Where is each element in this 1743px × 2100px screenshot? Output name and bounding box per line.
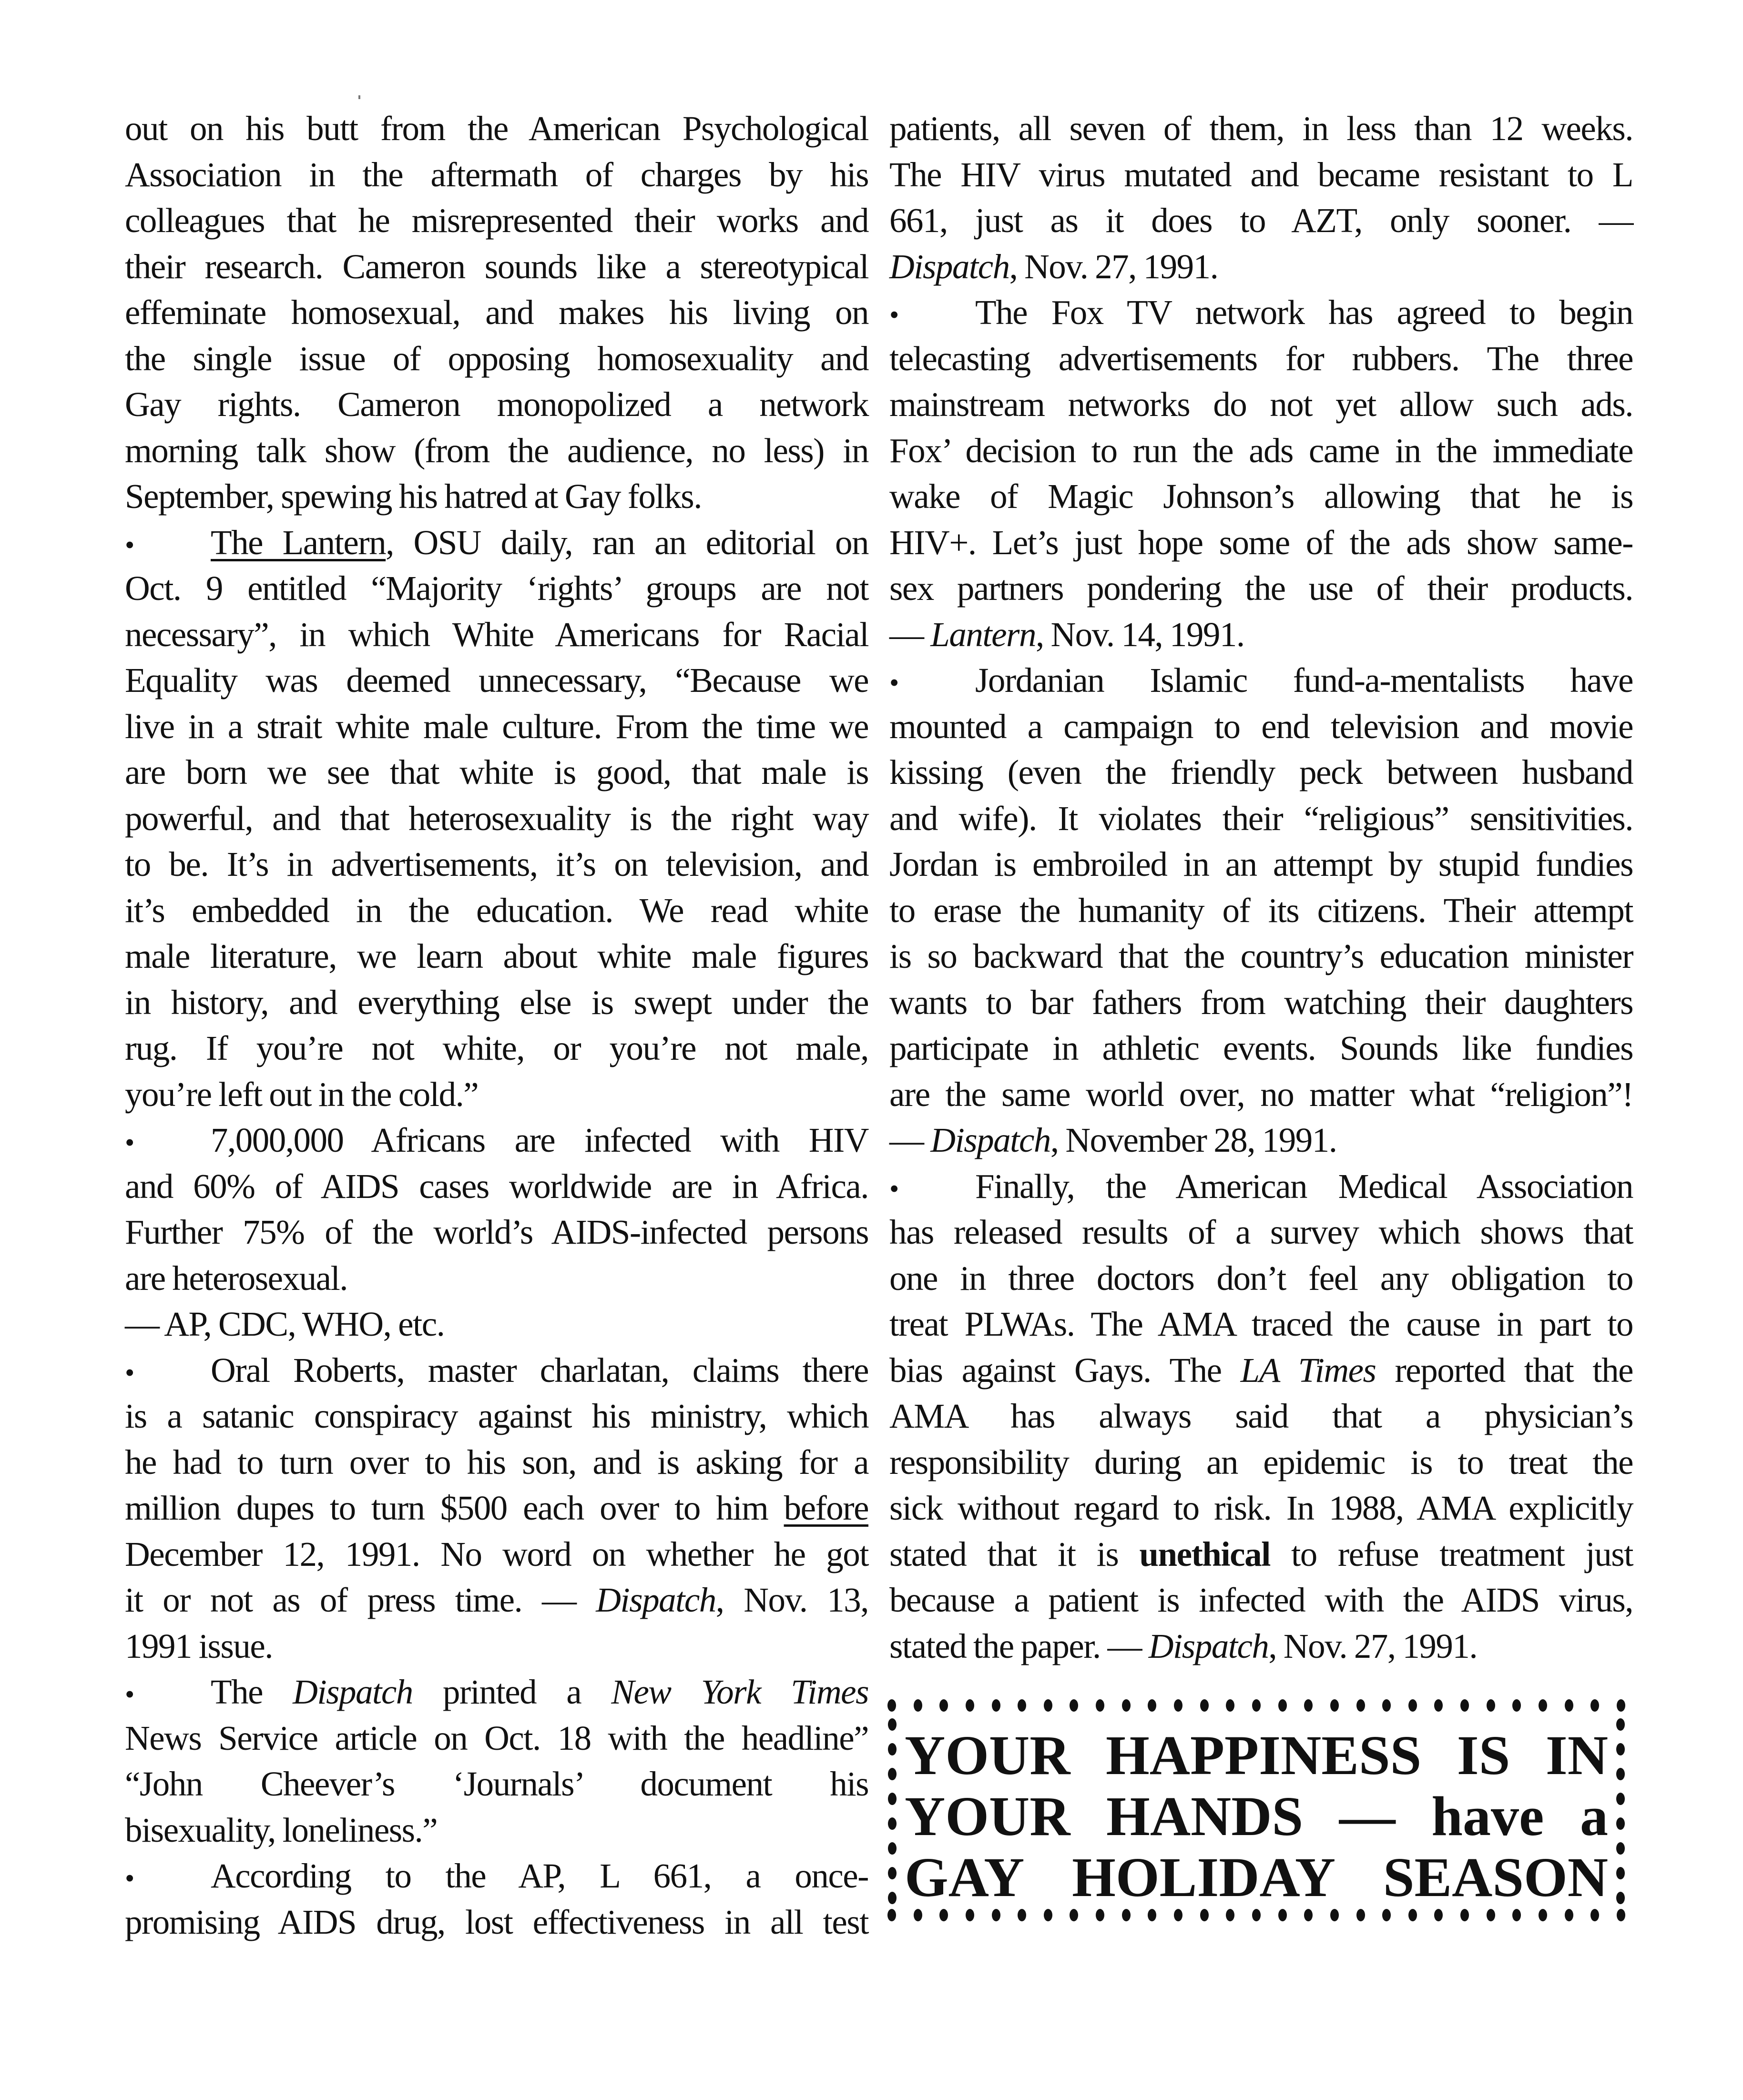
text-line: AMA has always said that a physician’s xyxy=(889,1397,1633,1435)
border-dot xyxy=(888,1718,897,1731)
text-line: Gay rights. Cameron monopolized a network xyxy=(125,385,868,424)
text-line: treat PLWAs. The AMA traced the cause in part to xyxy=(889,1305,1633,1343)
text-line: 661, just as it does to AZT, only sooner. — xyxy=(889,201,1633,240)
publication-new-york-times: New York Times xyxy=(611,1673,868,1711)
border-dot xyxy=(1200,1699,1209,1712)
border-dot xyxy=(1512,1909,1521,1921)
text-line: patients, all seven of them, in less than 12 weeks. xyxy=(889,109,1633,148)
text-line: he had to turn over to his son, and is asking for a xyxy=(125,1442,868,1481)
border-dot xyxy=(1018,1909,1026,1921)
bullet-icon: • xyxy=(889,1173,898,1204)
border-dot xyxy=(1148,1909,1156,1921)
border-dot xyxy=(1616,1793,1625,1805)
text-line: male literature, we learn about white male figures xyxy=(125,937,868,975)
text-line: their research. Cameron sounds like a stereotypical xyxy=(125,247,868,286)
text-fragment: Oral Roberts, master charlatan, claims there xyxy=(211,1350,868,1390)
text-line: The HIV virus mutated and became resistant to L xyxy=(889,155,1633,194)
border-dot xyxy=(939,1699,948,1712)
border-dot xyxy=(1616,1768,1625,1780)
text-line: kissing (even the friendly peck between husband xyxy=(889,753,1633,791)
border-dot xyxy=(1382,1909,1391,1921)
emphasis-unethical: unethical xyxy=(1139,1534,1270,1573)
text-fragment: million dupes to turn $500 each over to him xyxy=(125,1489,784,1527)
text-fragment: printed a xyxy=(412,1673,612,1711)
text-line: live in a strait white male culture. From the time we xyxy=(125,707,868,746)
emphasis-before: before xyxy=(784,1489,868,1527)
paragraph-cameron xyxy=(125,106,868,520)
border-dot xyxy=(888,1842,897,1855)
dotted-border-bottom xyxy=(887,1908,1625,1922)
bullet-line xyxy=(125,520,868,566)
border-dot xyxy=(887,1909,896,1921)
text-line: in history, and everything else is swept under the xyxy=(125,983,868,1022)
text-fragment: Finally, the American Medical Association xyxy=(975,1167,1633,1206)
text-fragment: bias against Gays. The xyxy=(889,1350,1241,1390)
text-fragment: , Nov. 13, xyxy=(715,1581,868,1619)
border-dot xyxy=(1330,1909,1339,1921)
border-dot xyxy=(1122,1699,1131,1712)
border-dot xyxy=(888,1743,897,1755)
bullet-icon: • xyxy=(889,667,898,698)
border-dot xyxy=(1096,1909,1104,1921)
text-line: effeminate homosexual, and makes his living on xyxy=(125,293,868,332)
border-dot xyxy=(1590,1699,1599,1712)
border-dot xyxy=(1539,1699,1547,1712)
text-line: powerful, and that heterosexuality is the right way xyxy=(125,799,868,838)
bullet-line xyxy=(889,290,1633,336)
border-dot xyxy=(914,1909,922,1921)
border-dot xyxy=(1617,1909,1625,1921)
text-line: wants to bar fathers from watching their daughters xyxy=(889,983,1633,1022)
text-fragment: Jordanian Islamic fund-a-mentalists have xyxy=(975,661,1633,700)
text-line: rug. If you’re not white, or you’re not male, xyxy=(125,1029,868,1067)
text-line: September, spewing his hatred at Gay folks. xyxy=(125,477,702,516)
source-line xyxy=(125,1577,868,1623)
text-line: the single issue of opposing homosexuality and xyxy=(125,339,868,378)
border-dot xyxy=(1278,1699,1287,1712)
border-dot xyxy=(1460,1909,1469,1921)
paragraph-ama xyxy=(889,1164,1633,1670)
border-dot xyxy=(1616,1892,1625,1904)
text-line: sex partners pondering the use of their products. xyxy=(889,569,1633,608)
stray-print-mark xyxy=(358,95,360,99)
border-dot xyxy=(1226,1909,1234,1921)
text-line: are the same world over, no matter what “religion”! xyxy=(889,1075,1633,1114)
border-dot xyxy=(1174,1909,1182,1921)
paragraph-l661 xyxy=(125,1853,868,1945)
border-dot xyxy=(966,1909,974,1921)
text-fragment: According to the AP, L 661, a once- xyxy=(211,1857,868,1895)
border-dot xyxy=(888,1867,897,1879)
text-line: promising AIDS drug, lost effectiveness in all test xyxy=(125,1902,868,1941)
text-fragment: — xyxy=(889,1121,931,1159)
publication-the-lantern: The Lantern xyxy=(211,523,386,562)
bullet-line xyxy=(125,1348,868,1394)
text-line: wake of Magic Johnson’s allowing that he is xyxy=(889,477,1633,516)
border-dot xyxy=(1487,1699,1495,1712)
text-fragment: , Nov. 27, 1991. xyxy=(1009,247,1218,286)
border-dot xyxy=(1070,1699,1078,1712)
bullet-line xyxy=(125,1853,868,1899)
text-line xyxy=(889,1348,1633,1394)
border-dot xyxy=(1304,1699,1313,1712)
border-dot xyxy=(1617,1699,1625,1712)
text-line: are born we see that white is good, that male is xyxy=(125,753,868,791)
publication-la-times: LA Times xyxy=(1240,1350,1376,1390)
bullet-icon: • xyxy=(125,1679,134,1710)
source-line xyxy=(889,1623,1633,1670)
text-line: is so backward that the country’s education minister xyxy=(889,937,1633,975)
publication-dispatch: Dispatch xyxy=(930,1121,1050,1159)
text-line: bisexuality, loneliness.” xyxy=(125,1810,438,1849)
border-dot xyxy=(888,1793,897,1805)
text-line: participate in athletic events. Sounds like fundies xyxy=(889,1029,1633,1067)
text-line: you’re left out in the cold.” xyxy=(125,1075,479,1114)
border-dot xyxy=(992,1909,1000,1921)
border-dot xyxy=(1018,1699,1026,1712)
holiday-greeting-box xyxy=(887,1685,1625,1942)
border-dot xyxy=(1616,1743,1625,1755)
text-fragment: reported that the xyxy=(1376,1350,1633,1390)
text-line: Fox’ decision to run the ads came in the immediate xyxy=(889,431,1633,470)
holiday-line: YOUR HAPPINESS IS IN xyxy=(905,1724,1608,1786)
paragraph-l661-continued xyxy=(889,106,1633,290)
dotted-border-top xyxy=(887,1698,1625,1713)
text-line: Oct. 9 entitled “Majority ‘rights’ groups are not xyxy=(125,569,868,608)
text-fragment: to refuse treatment just xyxy=(1270,1534,1633,1573)
text-line: has released results of a survey which shows that xyxy=(889,1213,1633,1251)
border-dot xyxy=(1434,1699,1443,1712)
paragraph-lantern-editorial xyxy=(125,520,868,1118)
text-line: to erase the humanity of its citizens. Their attempt xyxy=(889,891,1633,930)
text-line: telecasting advertisements for rubbers. The three xyxy=(889,339,1633,378)
bullet-icon: • xyxy=(889,299,898,330)
border-dot xyxy=(1252,1909,1261,1921)
text-line: because a patient is infected with the AIDS virus, xyxy=(889,1581,1633,1619)
holiday-message xyxy=(905,1725,1608,1908)
text-fragment: , Nov. 14, 1991. xyxy=(1035,615,1244,654)
source-line xyxy=(889,244,1633,290)
border-dot xyxy=(1616,1867,1625,1879)
bullet-line xyxy=(889,658,1633,704)
text-line: Equality was deemed unnecessary, “Because we xyxy=(125,661,868,700)
text-line: colleagues that he misrepresented their works and xyxy=(125,201,868,240)
holiday-line: GAY HOLIDAY SEASON xyxy=(905,1846,1608,1908)
text-line: mainstream networks do not yet allow such ads. xyxy=(889,385,1633,424)
border-dot xyxy=(1487,1909,1495,1921)
text-line: are heterosexual. xyxy=(125,1258,347,1298)
text-line: is a satanic conspiracy against his ministry, which xyxy=(125,1397,868,1435)
holiday-line: YOUR HANDS — have a xyxy=(905,1785,1608,1847)
text-fragment: it or not as of press time. — xyxy=(125,1581,596,1619)
text-line: Further 75% of the world’s AIDS-infected persons xyxy=(125,1213,868,1251)
bullet-line xyxy=(125,1669,868,1715)
border-dot xyxy=(1408,1699,1417,1712)
text-line: out on his butt from the American Psychological xyxy=(125,109,868,148)
bullet-icon: • xyxy=(125,1357,134,1388)
border-dot xyxy=(1616,1817,1625,1830)
border-dot xyxy=(1226,1699,1234,1712)
source-line xyxy=(889,1117,1633,1164)
text-line: and wife). It violates their “religious” sensitivities. xyxy=(889,799,1633,838)
border-dot xyxy=(1565,1699,1573,1712)
border-dot xyxy=(1252,1699,1261,1712)
text-fragment: , OSU daily, ran an editorial on xyxy=(386,523,868,562)
text-fragment: The Fox TV network has agreed to begin xyxy=(975,293,1633,332)
border-dot xyxy=(888,1892,897,1904)
border-dot xyxy=(914,1699,922,1712)
text-line: morning talk show (from the audience, no less) in xyxy=(125,431,868,470)
border-dot xyxy=(1304,1909,1313,1921)
publication-dispatch: Dispatch xyxy=(889,247,1009,286)
border-dot xyxy=(1044,1909,1052,1921)
bullet-icon: • xyxy=(125,529,134,560)
border-dot xyxy=(1616,1718,1625,1731)
border-dot xyxy=(1330,1699,1339,1712)
border-dot xyxy=(1200,1909,1209,1921)
text-line: December 12, 1991. No word on whether he got xyxy=(125,1534,868,1573)
text-fragment: stated that it is xyxy=(889,1534,1140,1573)
publication-dispatch: Dispatch xyxy=(596,1581,716,1619)
text-line: sick without regard to risk. In 1988, AMA explicitly xyxy=(889,1489,1633,1527)
border-dot xyxy=(1044,1699,1052,1712)
text-fragment: , November 28, 1991. xyxy=(1050,1121,1337,1159)
border-dot xyxy=(992,1699,1000,1712)
border-dot xyxy=(1096,1699,1104,1712)
border-dot xyxy=(887,1699,896,1712)
text-line: and 60% of AIDS cases worldwide are in Africa. xyxy=(125,1167,868,1206)
bullet-line xyxy=(889,1164,1633,1210)
paragraph-africa-hiv xyxy=(125,1117,868,1348)
text-line: News Service article on Oct. 18 with the headline” xyxy=(125,1718,868,1757)
text-line: Association in the aftermath of charges by his xyxy=(125,155,868,194)
dotted-border-left xyxy=(887,1718,897,1904)
paragraph-fox-tv xyxy=(889,290,1633,658)
border-dot xyxy=(888,1768,897,1780)
border-dot xyxy=(1070,1909,1078,1921)
border-dot xyxy=(1278,1909,1287,1921)
border-dot xyxy=(1408,1909,1417,1921)
source-line xyxy=(889,612,1633,658)
border-dot xyxy=(1565,1909,1573,1921)
text-line: one in three doctors don’t feel any obligation to xyxy=(889,1258,1633,1298)
source-citation: — AP, CDC, WHO, etc. xyxy=(125,1305,445,1343)
text-line: 1991 issue. xyxy=(125,1626,273,1665)
publication-dispatch: Dispatch xyxy=(293,1673,413,1711)
text-line: necessary”, in which White Americans for Racial xyxy=(125,615,868,654)
text-line: HIV+. Let’s just hope some of the ads show same- xyxy=(889,523,1633,562)
border-dot xyxy=(1148,1699,1156,1712)
border-dot xyxy=(888,1817,897,1830)
bullet-icon: • xyxy=(125,1127,134,1158)
border-dot xyxy=(1460,1699,1469,1712)
paragraph-oral-roberts xyxy=(125,1348,868,1670)
publication-lantern: Lantern xyxy=(930,615,1036,654)
text-fragment: stated the paper. — xyxy=(889,1626,1149,1665)
text-line xyxy=(889,1532,1633,1578)
border-dot xyxy=(1174,1699,1182,1712)
text-line xyxy=(125,1485,868,1532)
border-dot xyxy=(1434,1909,1443,1921)
border-dot xyxy=(966,1699,974,1712)
text-line: Jordan is embroiled in an attempt by stupid fundies xyxy=(889,845,1633,883)
text-line: it’s embedded in the education. We read white xyxy=(125,891,868,930)
border-dot xyxy=(1122,1909,1131,1921)
text-fragment: The xyxy=(211,1673,293,1711)
publication-dispatch: Dispatch xyxy=(1148,1626,1269,1665)
paragraph-jordan xyxy=(889,658,1633,1164)
right-column xyxy=(889,106,1633,1669)
paragraph-cheever xyxy=(125,1669,868,1853)
border-dot xyxy=(1356,1909,1365,1921)
dotted-border-right xyxy=(1616,1718,1625,1904)
text-line: to be. It’s in advertisements, it’s on television, and xyxy=(125,845,868,883)
text-line: responsibility during an epidemic is to treat the xyxy=(889,1442,1633,1481)
text-fragment: , Nov. 27, 1991. xyxy=(1268,1626,1478,1665)
border-dot xyxy=(1512,1699,1521,1712)
bullet-line xyxy=(125,1117,868,1164)
text-fragment: 7,000,000 Africans are infected with HIV xyxy=(211,1121,868,1159)
border-dot xyxy=(1590,1909,1599,1921)
border-dot xyxy=(1382,1699,1391,1712)
border-dot xyxy=(1539,1909,1547,1921)
text-line: “John Cheever’s ‘Journals’ document his xyxy=(125,1765,868,1803)
border-dot xyxy=(1356,1699,1365,1712)
text-line: mounted a campaign to end television and movie xyxy=(889,707,1633,746)
left-column xyxy=(125,106,868,1945)
bullet-icon: • xyxy=(125,1863,134,1894)
border-dot xyxy=(1616,1842,1625,1855)
text-fragment: — xyxy=(889,615,931,654)
border-dot xyxy=(939,1909,948,1921)
